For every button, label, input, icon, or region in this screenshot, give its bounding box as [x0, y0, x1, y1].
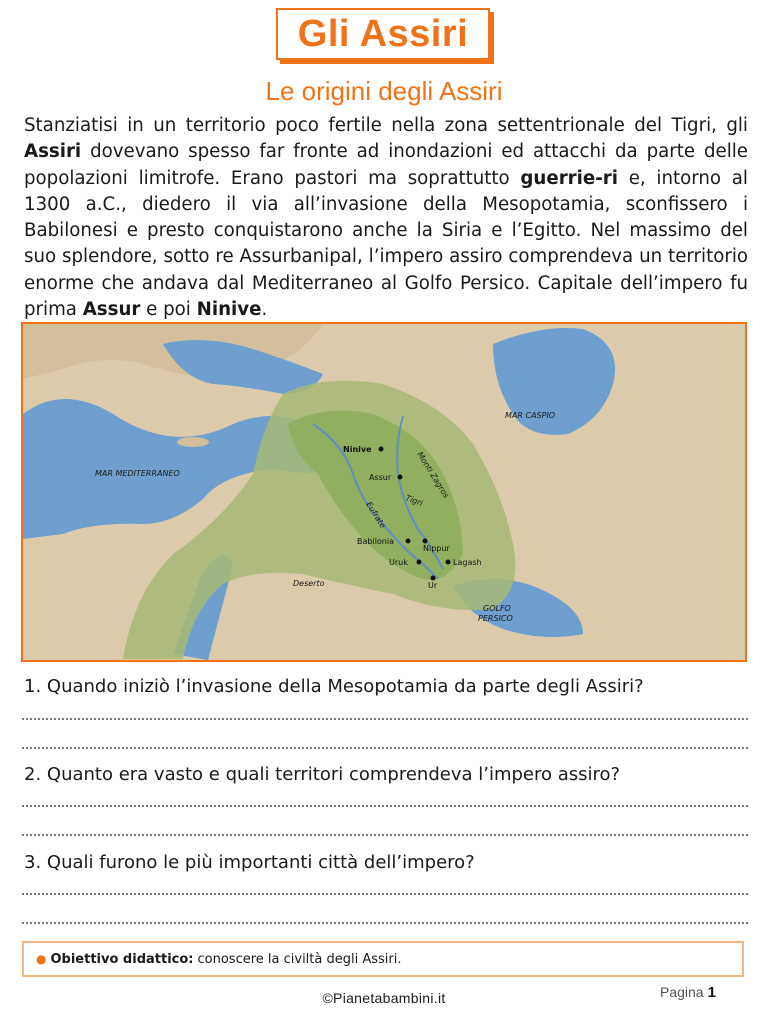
city-nippur-dot — [423, 539, 428, 544]
objective-text: conoscere la civiltà degli Assiri. — [197, 951, 402, 967]
intro-paragraph — [24, 113, 748, 323]
river-tigris-label: Tigri — [404, 493, 425, 508]
objective-box — [22, 941, 744, 977]
city-ur-label: Ur — [428, 581, 438, 590]
city-lagash-dot — [446, 560, 451, 565]
bold-assiri: Assiri — [24, 141, 82, 163]
objective-label: Obiettivo didattico: — [50, 951, 194, 967]
city-assur-dot — [398, 475, 403, 480]
answer-line[interactable] — [22, 893, 748, 895]
answer-line[interactable] — [22, 834, 748, 836]
question-1: 1. Quando iniziò l’invasione della Mesopotamia da parte degli Assiri? — [24, 676, 644, 697]
city-uruk-dot — [417, 560, 422, 565]
answer-line[interactable] — [22, 747, 748, 749]
bullet-icon: ● — [36, 952, 47, 966]
page-number — [660, 984, 716, 1001]
gulf-label-1: GOLFO — [483, 604, 511, 613]
question-3: 3. Quali furono le più importanti città dell’impero? — [24, 852, 475, 873]
page-number-value: 1 — [707, 984, 716, 1001]
city-nippur-label: Nippur — [423, 544, 450, 553]
gulf-label-2: PERSICO — [478, 614, 513, 623]
text-part: . — [261, 299, 268, 321]
map-assyrian-empire — [21, 322, 747, 662]
answer-line[interactable] — [22, 805, 748, 807]
desert-label: Deserto — [293, 579, 325, 588]
city-ninive-dot — [379, 447, 384, 452]
mountains-label: Monti Zagros — [415, 450, 451, 500]
bold-ninive: Ninive — [196, 299, 262, 321]
page-label: Pagina — [660, 984, 704, 1000]
sea-mediterranean-label: MAR MEDITERRANEO — [95, 469, 180, 478]
city-babilonia-label: Babilonia — [357, 537, 395, 546]
question-2: 2. Quanto era vasto e quali territori comprendeva l’impero assiro? — [24, 764, 621, 785]
city-assur-label: Assur — [369, 473, 392, 482]
city-ur-dot — [431, 576, 436, 581]
footer-site: ©Pianetabambini.it — [322, 990, 446, 1006]
page-title: Gli Assiri — [297, 12, 469, 55]
bold-assur: Assur — [82, 299, 141, 321]
city-babilonia-dot — [406, 539, 411, 544]
text-part: Stanziatisi in un territorio poco fertile nella zona settentrionale del Tigri, gli — [24, 115, 748, 136]
bold-guerrieri: guerrie-ri — [520, 167, 618, 189]
text-part: e, intorno al 1300 a.C., diedero il via all’invasione della Mesopotamia, sconfissero i Babilonesi e presto conquistarono anche la Siria e l’Egitto. Nel massimo del suo splendore, sotto re Assurbanipal, l’impero assiro comprendeva un territorio enorme che andava dal Mediterraneo al Golfo Persico. Capitale dell’impero fu prima — [24, 167, 748, 321]
city-ninive-label: Ninive — [343, 445, 372, 454]
subtitle: Le origini degli Assiri — [265, 76, 503, 106]
city-lagash-label: Lagash — [453, 558, 482, 567]
answer-line[interactable] — [22, 922, 748, 924]
river-euphrates-label: Eufrate — [364, 500, 388, 530]
sea-caspian-label: MAR CASPIO — [505, 411, 556, 420]
text-part: dovevano spesso far fronte ad inondazioni ed attacchi da parte delle popolazioni limitrofe. Erano pastori ma soprattutto — [24, 141, 748, 189]
island-cyprus — [177, 437, 209, 447]
map-svg — [23, 324, 745, 660]
city-uruk-label: Uruk — [389, 558, 408, 567]
answer-line[interactable] — [22, 718, 748, 720]
text-part: e poi — [140, 299, 197, 321]
title-box — [276, 8, 490, 60]
